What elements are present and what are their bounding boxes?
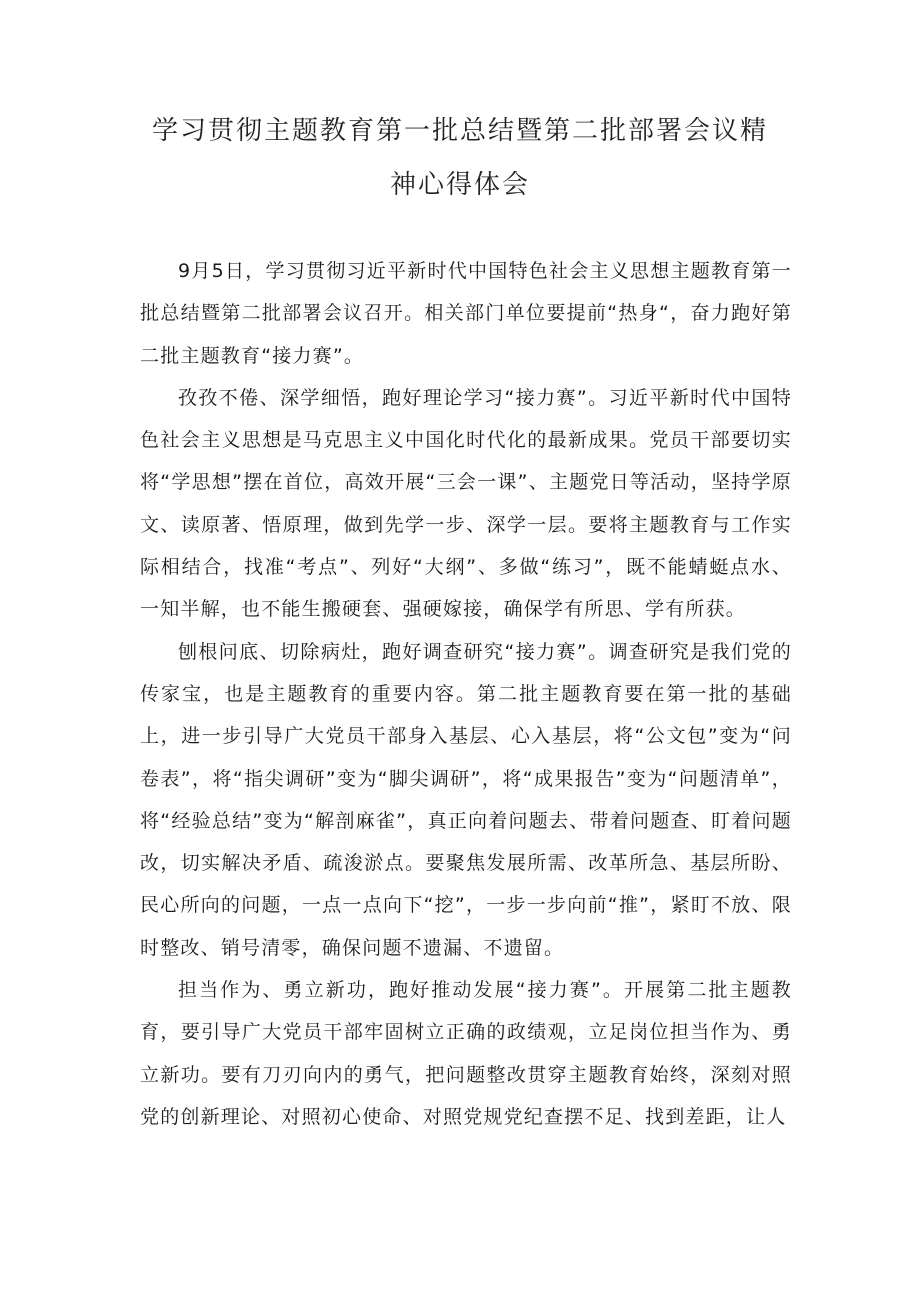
paragraph-intro: 9月5日，学习贯彻习近平新时代中国特色社会主义思想主题教育第一批总结暨第二批部署会议召开。相关部门单位要提前“热身“，奋力跑好第二批主题教育“接力赛”。 bbox=[140, 260, 792, 367]
paragraph-theory-study: 孜孜不倦、深学细悟，跑好理论学习“接力赛”。习近平新时代中国特色社会主义思想是马克思主义中国化时代化的最新成果。党员干部要切实将“学思想”摆在首位，高效开展“三会一课”、主题党日等活动，坚持学原文、读原著、悟原理，做到先学一步、深学一层。要将主题教育与工作实际相结合，找准“考点”、列好“大纲”、多做“练习”，既不能蜻蜓点水、一知半解，也不能生搬硬套、强硬嫁接，确保学有所思、学有所获。 bbox=[140, 386, 792, 621]
paragraph-investigation: 刨根问底、切除病灶，跑好调查研究“接力赛”。调查研究是我们党的传家宝，也是主题教育的重要内容。第二批主题教育要在第一批的基础上，进一步引导广大党员干部身入基层、心入基层，将“公文包”变为“问卷表”，将“指尖调研”变为“脚尖调研”，将“成果报告”变为“问题清单”，将“经验总结”变为“解剖麻雀”，真正向着问题去、带着问题查、盯着问题改，切实解决矛盾、疏浚淤点。要聚焦发展所需、改革所急、基层所盼、民心所向的问题，一点一点向下“挖”，一步一步向前“推”，紧盯不放、限时整改、销号清零，确保问题不遗漏、不遗留。 bbox=[140, 640, 792, 959]
title-line-1: 学习贯彻主题教育第一批总结暨第二批部署会议精 bbox=[151, 116, 768, 146]
paragraph-development: 担当作为、勇立新功，跑好推动发展“接力赛”。开展第二批主题教育，要引导广大党员干部牢固树立正确的政绩观，立足岗位担当作为、勇立新功。要有刀刃向内的勇气，把问题整改贯穿主题教育始终，深刻对照党的创新理论、对照初心使命、对照党规党纪查摆不足、找到差距，让人 bbox=[140, 979, 792, 1128]
document-body bbox=[140, 250, 792, 1138]
document-title bbox=[120, 104, 800, 212]
title-line-2: 神心得体会 bbox=[389, 170, 530, 200]
